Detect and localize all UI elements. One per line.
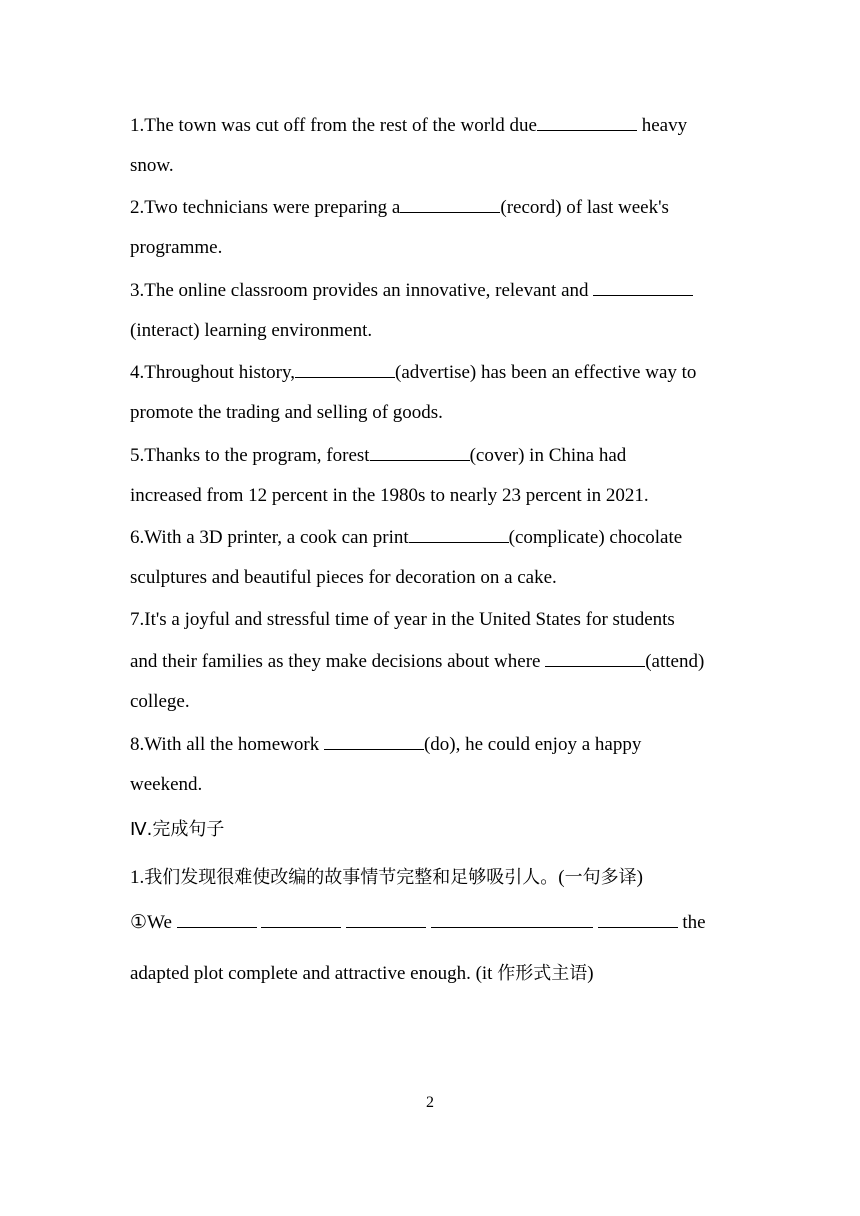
question-number: 3. [130,280,145,301]
question-text: Thanks to the program, forest [144,445,370,466]
answer-blank[interactable] [431,911,593,928]
answer-text: adapted plot complete and attractive enough. (it [130,963,498,984]
answer-blank[interactable] [346,911,426,928]
hint-text: 作形式主语 [497,963,588,984]
question-7-line1 [130,609,675,631]
question-6-line1 [130,526,682,549]
circled-number: ① [130,912,148,933]
question-number: 6. [130,527,145,548]
question-text: (complicate) chocolate [508,527,683,548]
question-8-line1 [130,733,641,756]
question-text: and their families as they make decisions about where [130,651,546,672]
section-numeral: Ⅳ. [130,819,153,840]
question-3-line2: (interact) learning environment. [130,320,373,341]
question-number: 2. [130,197,145,218]
question-5-line2: increased from 12 percent in the 1980s to nearly 23 percent in 2021. [130,485,649,506]
question-text: (cover) in China had [469,445,627,466]
section-heading [130,815,224,841]
question-text: With all the homework [144,734,324,755]
translation-answer-line2 [130,959,594,985]
question-1-line2: snow. [130,155,174,176]
question-8-line2: weekend. [130,774,203,795]
question-7-line3: college. [130,691,190,712]
question-text: The online classroom provides an innovative, relevant and [144,280,594,301]
paren: ) [636,867,643,888]
question-text: Throughout history, [144,362,296,383]
question-text: (advertise) has been an effective way to [395,362,697,383]
question-2-line1 [130,196,669,219]
question-4-line1 [130,361,696,384]
answer-blank[interactable] [400,196,500,213]
answer-blank[interactable] [598,911,678,928]
question-text: (do), he could enjoy a happy [423,734,642,755]
question-number: 4. [130,362,145,383]
question-2-line2: programme. [130,237,223,258]
question-number: 8. [130,734,145,755]
answer-blank[interactable] [545,650,645,667]
answer-blank[interactable] [537,114,637,131]
answer-blank[interactable] [295,361,395,378]
translation-prompt [130,863,643,889]
question-text: Two technicians were preparing a [144,197,401,218]
answer-blank[interactable] [261,911,341,928]
chinese-sentence: 我们发现很难使改编的故事情节完整和足够吸引人。 [144,867,559,888]
translation-answer-line1 [130,911,706,934]
answer-blank[interactable] [370,444,470,461]
question-number: 5. [130,445,145,466]
paren: ( [558,867,565,888]
question-3-line1 [130,279,693,302]
question-7-line2 [130,650,704,673]
answer-blank[interactable] [593,279,693,296]
translation-note: 一句多译 [564,867,637,888]
question-number: 1. [130,115,145,136]
question-6-line2: sculptures and beautiful pieces for decoration on a cake. [130,567,557,588]
question-number: 1. [130,867,145,888]
section-title: 完成句子 [152,819,225,840]
answer-blank[interactable] [324,733,424,750]
paren: ) [587,963,594,984]
answer-blank[interactable] [177,911,257,928]
answer-blank[interactable] [409,526,509,543]
answer-text: We [147,912,177,933]
question-text: heavy [637,115,688,136]
question-text: (attend) [645,651,705,672]
question-4-line2: promote the trading and selling of goods. [130,402,443,423]
question-5-line1 [130,444,626,467]
question-number: 7. [130,609,145,630]
question-1-line1 [130,114,687,137]
question-text: It's a joyful and stressful time of year in the United States for students [144,609,675,630]
page-number: 2 [426,1094,434,1111]
question-text: With a 3D printer, a cook can print [144,527,409,548]
answer-text: the [677,912,706,933]
question-text: The town was cut off from the rest of the world due [144,115,537,136]
question-text: (record) of last week's [500,197,669,218]
